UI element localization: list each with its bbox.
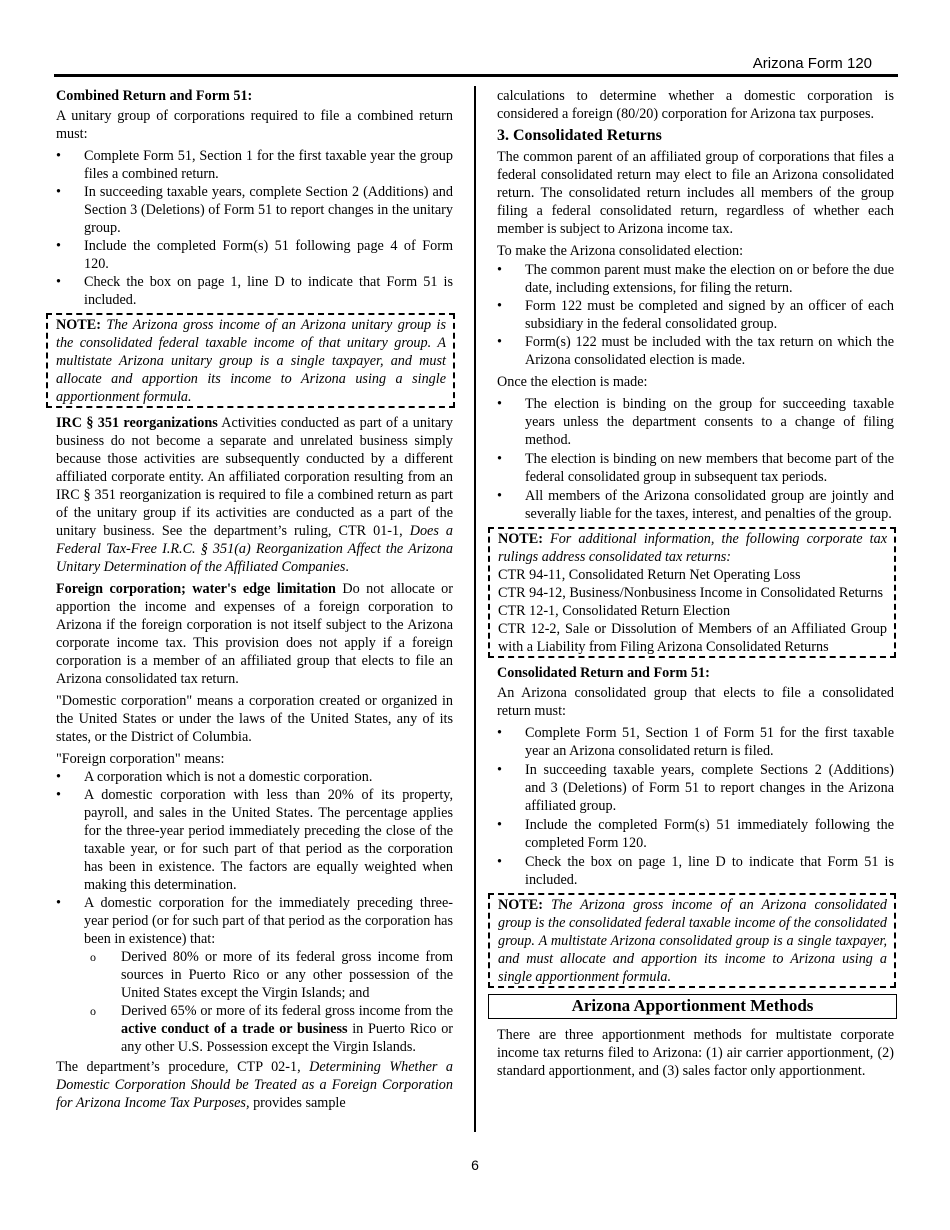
consolidated-form51-list bbox=[497, 724, 894, 889]
list-item: • Check the box on page 1, line D to indicate that Form 51 is included. bbox=[56, 273, 453, 309]
election-list bbox=[497, 261, 894, 369]
domestic-corporation-definition: "Domestic corporation" means a corporation created or organized in the United States or under the laws of the United States, any of its states, or the District of Columbia. bbox=[56, 693, 453, 745]
irc-351-paragraph bbox=[56, 414, 453, 576]
consolidated-form51-heading: Consolidated Return and Form 51: bbox=[497, 665, 710, 681]
foreign-corporation-definition-intro: "Foreign corporation" means: bbox=[56, 751, 225, 767]
form-title: Arizona Form 120 bbox=[752, 55, 872, 72]
note-label: NOTE: bbox=[56, 317, 101, 333]
consolidated-returns-text: The common parent of an affiliated group of corporations that files a federal consolidated return may elect to file an Arizona consolidated return. The consolidated return includes all members of the group filing a federal consolidated return, regardless of whether each member is subject to Arizona income tax. bbox=[497, 149, 894, 237]
right-column bbox=[497, 87, 894, 1084]
note-text: The Arizona gross income of an Arizona unitary group is the consolidated federal taxable income of that unitary group. A multistate Arizona unitary group is a single taxpayer, and must allocate and apportion its income to Arizona using a single apportionment formula. bbox=[56, 317, 446, 405]
note-consolidated-group bbox=[488, 893, 896, 988]
note-consolidated-rulings bbox=[488, 527, 896, 658]
consolidated-form51-intro: An Arizona consolidated group that elects to file a consolidated return must: bbox=[497, 685, 894, 719]
ruling-item: CTR 12-1, Consolidated Return Election bbox=[498, 603, 731, 619]
ruling-item: CTR 94-11, Consolidated Return Net Operating Loss bbox=[498, 567, 801, 583]
list-item: • A corporation which is not a domestic corporation. bbox=[56, 768, 453, 786]
foreign-corporation-text: Do not allocate or apportion the income and expenses of a foreign corporation to Arizona if the foreign corporation is not itself subject to the Arizona corporate income tax. This provision does not apply if a foreign corporation is a member of an affiliated group that elects to file an Arizona consolidated tax return. bbox=[56, 581, 453, 687]
list-item bbox=[56, 894, 453, 1056]
sub-item-bold: active conduct of a trade or business bbox=[121, 1021, 348, 1037]
left-column bbox=[56, 87, 453, 1116]
note-text: For additional information, the following corporate tax rulings address consolidated tax returns: bbox=[498, 531, 888, 565]
ctp-paragraph bbox=[56, 1058, 453, 1112]
apportionment-methods-title: Arizona Apportionment Methods bbox=[488, 994, 897, 1019]
note-label: NOTE: bbox=[498, 897, 543, 913]
list-item: • Include the completed Form(s) 51 immediately following the completed Form 120. bbox=[497, 816, 894, 852]
column-divider bbox=[474, 86, 476, 1132]
ruling-item: CTR 12-2, Sale or Dissolution of Members of an Affiliated Group with a Liability from Filing Arizona Consolidated Returns bbox=[498, 621, 887, 655]
list-item: • In succeeding taxable years, complete Section 2 (Additions) and Section 3 (Deletions) of Form 51 to report changes in the unitary group. bbox=[56, 183, 453, 237]
list-item: • Check the box on page 1, line D to indicate that Form 51 is included. bbox=[497, 853, 894, 889]
list-item: • The election is binding on new members that become part of the federal consolidated group in subsequent tax periods. bbox=[497, 450, 894, 486]
sub-list bbox=[84, 948, 453, 1056]
apportionment-methods-text: There are three apportionment methods for multistate corporate income tax returns filed to Arizona: (1) air carrier apportionment, (2) standard apportionment, and (3) sales factor only apportionment. bbox=[497, 1027, 894, 1079]
consolidated-returns-heading: 3. Consolidated Returns bbox=[497, 127, 662, 144]
list-item: • All members of the Arizona consolidated group are jointly and severally liable for the taxes, interest, and penalties of the group. bbox=[497, 487, 894, 523]
list-item: • Include the completed Form(s) 51 following page 4 of Form 120. bbox=[56, 237, 453, 273]
list-item: • Form 122 must be completed and signed by an officer of each subsidiary in the federal consolidated group. bbox=[497, 297, 894, 333]
list-item: • In succeeding taxable years, complete Sections 2 (Additions) and 3 (Deletions) of Form 51 to report changes in the Arizona affiliated group. bbox=[497, 761, 894, 815]
ruling-item: CTR 94-12, Business/Nonbusiness Income in Consolidated Returns bbox=[498, 585, 884, 601]
combined-return-heading: Combined Return and Form 51: bbox=[56, 88, 253, 104]
list-item: • Complete Form 51, Section 1 for the first taxable year the group files a combined return. bbox=[56, 147, 453, 183]
header-rule bbox=[54, 74, 898, 77]
note-label: NOTE: bbox=[498, 531, 543, 547]
note-text: The Arizona gross income of an Arizona consolidated group is the consolidated federal taxable income of the consolidated group. A multistate Arizona consolidated group is a single taxpayer, and must allocate and apportion its income to Arizona using a single apportionment formula. bbox=[498, 897, 887, 985]
foreign-corporation-heading: Foreign corporation; water's edge limitation bbox=[56, 581, 336, 597]
election-intro: To make the Arizona consolidated election: bbox=[497, 243, 744, 259]
irc-351-heading: IRC § 351 reorganizations bbox=[56, 415, 218, 431]
once-elected-intro: Once the election is made: bbox=[497, 374, 648, 390]
sub-item-text-end: in Puerto Rico or any other U.S. Possession except the Virgin Islands. bbox=[121, 1021, 454, 1055]
page-number: 6 bbox=[471, 1157, 479, 1173]
ctp-title: Determining Whether a Domestic Corporation Should be Treated as a Foreign Corporation for Arizona Income Tax Purposes, bbox=[56, 1059, 454, 1111]
ctp-start: The department’s procedure, CTP 02-1, bbox=[56, 1059, 301, 1075]
list-item: • The election is binding on the group for succeeding taxable years unless the department consents to a change of filing method. bbox=[497, 395, 894, 449]
ctp-end: provides sample bbox=[253, 1095, 346, 1111]
list-item-text: A domestic corporation for the immediately preceding three-year period (or for such part of that period as the corporation has been in existence) that: bbox=[84, 895, 453, 947]
sub-list-item: o Derived 80% or more of its federal gross income from sources in Puerto Rico or any other possession of the United States except the Virgin Islands; and bbox=[84, 948, 453, 1002]
sub-item-text: Derived 65% or more of its federal gross income from the bbox=[121, 1003, 453, 1019]
list-item: • Form(s) 122 must be included with the tax return on which the Arizona consolidated election is made. bbox=[497, 333, 894, 369]
once-elected-list bbox=[497, 395, 894, 523]
list-item: • A domestic corporation with less than 20% of its property, payroll, and sales in the United States. The percentage applies for the three-year period immediately preceding the close of the taxable year, or for such part of that period as the corporation has been in existence. The factors are equally weighted when making this determination. bbox=[56, 786, 453, 894]
sub-list-item bbox=[84, 1002, 453, 1056]
foreign-corporation-paragraph bbox=[56, 580, 453, 688]
irc-351-ruling-title: Does a Federal Tax-Free I.R.C. § 351(a) Reorganization Affect the Arizona Unitary Determination of the Affiliated Companies bbox=[56, 523, 453, 575]
irc-351-end: . bbox=[345, 559, 349, 575]
list-item: • Complete Form 51, Section 1 of Form 51 for the first taxable year an Arizona consolidated return is filed. bbox=[497, 724, 894, 760]
combined-return-intro: A unitary group of corporations required to file a combined return must: bbox=[56, 108, 453, 142]
irc-351-text: Activities conducted as part of a unitary business do not become a separate and unrelated business simply because those activities are subsequently conducted by a different affiliated corporate entity. An affiliated corporation resulting from an IRC § 351 reorganization is required to file a combined return as part of the unitary group if its activities are conducted as a part of the unitary business. See the department’s ruling, CTR 01-1, bbox=[56, 415, 453, 539]
note-unitary-group bbox=[46, 313, 455, 408]
list-item: • The common parent must make the election on or before the due date, including extensions, for filing the return. bbox=[497, 261, 894, 297]
foreign-corporation-list bbox=[56, 768, 453, 1056]
continued-text: calculations to determine whether a domestic corporation is considered a foreign (80/20) corporation for Arizona tax purposes. bbox=[497, 88, 894, 122]
combined-return-list bbox=[56, 147, 453, 309]
